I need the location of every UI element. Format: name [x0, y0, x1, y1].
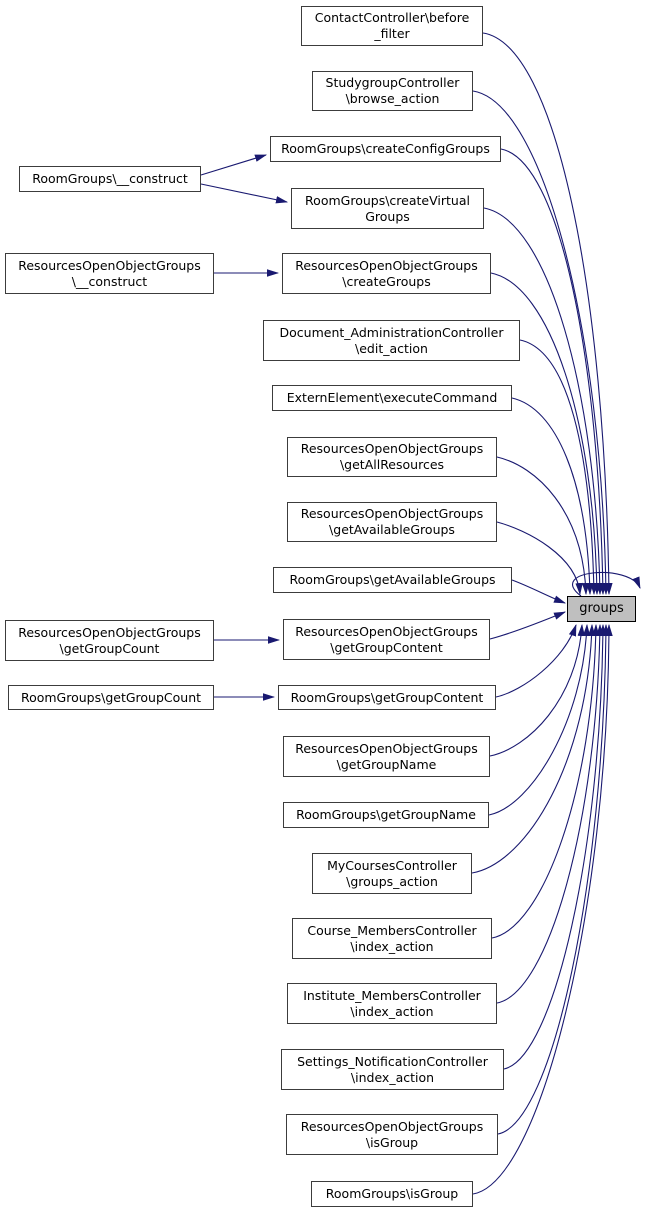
node-label-line: \browse_action — [345, 91, 440, 106]
node-rg-getGroupCount[interactable] — [8, 685, 214, 710]
node-label-line: \getAvailableGroups — [329, 522, 455, 537]
node-roog-construct[interactable] — [5, 253, 214, 294]
node-label-line: \groups_action — [346, 873, 438, 889]
node-rg-createConfigGroups[interactable] — [270, 136, 501, 162]
edge-roog-getGroupName-to-groups — [490, 625, 582, 756]
node-roog-createGroups[interactable] — [282, 253, 491, 294]
node-label-line: RoomGroups\createVirtual — [305, 192, 470, 208]
node-label-line: \getGroupName — [336, 756, 437, 772]
node-label-line: Groups — [365, 208, 410, 224]
node-label-line: \getGroupContent — [330, 639, 443, 655]
edge-rg-construct-to-rg-createVirtualGroups — [201, 184, 287, 202]
node-label-line: ResourcesOpenObjectGroups — [295, 257, 478, 273]
edge-rg-createConfigGroups-to-groups — [501, 149, 603, 594]
edge-rg-getGroupName-to-groups — [489, 625, 587, 815]
node-rg-getGroupContent[interactable] — [278, 685, 496, 710]
edge-settings-notification-index-to-groups — [504, 625, 603, 1069]
node-label-line: RoomGroups\getAvailableGroups — [289, 572, 496, 587]
node-mycourses-groups[interactable] — [312, 853, 472, 894]
node-rg-createVirtualGroups[interactable] — [291, 188, 484, 229]
node-label-line: \index_action — [350, 1069, 435, 1085]
node-label-line: \getGroupCount — [59, 640, 160, 656]
node-label-line: Course_MembersController — [307, 922, 477, 938]
edge-roog-isGroup-to-groups — [498, 625, 606, 1134]
node-label-line: RoomGroups\isGroup — [325, 1186, 459, 1201]
node-studygroup-browse[interactable] — [312, 71, 473, 111]
node-label-line: ContactController\before — [314, 10, 470, 25]
node-label-line: ResourcesOpenObjectGroups — [300, 506, 484, 521]
edge-rg-getAvailableGroups-to-groups — [512, 580, 565, 603]
node-roog-isGroup[interactable] — [286, 1114, 498, 1155]
edge-rg-isGroup-to-groups — [473, 625, 609, 1194]
node-label-line: RoomGroups\getGroupContent — [290, 689, 484, 705]
edge-institute-members-index-to-groups — [497, 625, 600, 1003]
edge-contact-before-filter-to-groups — [483, 33, 609, 594]
node-label-line: \getAllResources — [339, 457, 445, 472]
node-label-line: RoomGroups\getGroupCount — [20, 689, 202, 705]
node-rg-getGroupName[interactable] — [283, 802, 489, 828]
node-label-line: RoomGroups\createConfigGroups — [281, 141, 490, 156]
node-rg-isGroup[interactable] — [311, 1181, 473, 1207]
node-contact-before-filter[interactable] — [301, 6, 483, 46]
node-label-line: ResourcesOpenObjectGroups — [295, 740, 478, 756]
node-roog-getGroupContent[interactable] — [283, 619, 490, 660]
node-label-line: Settings_NotificationController — [297, 1053, 488, 1069]
node-institute-members-index[interactable] — [287, 983, 497, 1024]
node-label-line: ResourcesOpenObjectGroups — [18, 257, 201, 273]
node-label-line: \isGroup — [365, 1134, 419, 1150]
node-label-line: Document_AdministrationController — [279, 324, 504, 340]
node-label-line: RoomGroups\getGroupName — [296, 807, 476, 822]
edge-doc-admin-edit-to-groups — [520, 340, 594, 594]
edge-course-members-index-to-groups — [492, 625, 596, 938]
node-label-line: ResourcesOpenObjectGroups — [300, 1118, 484, 1134]
node-label-line: ResourcesOpenObjectGroups — [295, 623, 478, 639]
edge-extern-execute-to-groups — [512, 398, 590, 594]
node-label-line: \__construct — [71, 273, 148, 289]
node-roog-getGroupCount[interactable] — [5, 620, 214, 661]
edge-roog-getGroupContent-to-groups — [490, 612, 565, 639]
node-label-line: ResourcesOpenObjectGroups — [300, 441, 484, 456]
node-label-line: \index_action — [350, 1003, 434, 1019]
node-label-line: \index_action — [350, 938, 434, 954]
edge-mycourses-groups-to-groups — [472, 625, 592, 873]
node-rg-getAvailableGroups[interactable] — [273, 567, 512, 593]
node-doc-admin-edit[interactable] — [263, 320, 520, 361]
node-roog-getAllResources[interactable] — [287, 437, 497, 477]
node-roog-getAvailableGroups[interactable] — [287, 502, 497, 542]
node-label-line: ResourcesOpenObjectGroups — [18, 624, 201, 640]
node-label-line: groups — [579, 601, 624, 616]
node-label-line: _filter — [374, 26, 410, 41]
node-label-line: RoomGroups\__construct — [32, 171, 188, 186]
node-roog-getGroupName[interactable] — [283, 736, 490, 777]
node-settings-notification-index[interactable] — [281, 1049, 504, 1090]
node-label-line: MyCoursesController — [327, 857, 457, 873]
node-extern-execute[interactable] — [272, 385, 512, 411]
node-course-members-index[interactable] — [292, 918, 492, 959]
node-groups — [567, 596, 636, 622]
node-label-line: \edit_action — [355, 340, 428, 356]
node-label-line: \createGroups — [342, 273, 431, 289]
edge-rg-getGroupContent-to-groups — [496, 625, 576, 697]
node-label-line: ExternElement\executeCommand — [286, 390, 498, 405]
edge-rg-construct-to-rg-createConfigGroups — [201, 155, 266, 175]
node-rg-construct[interactable] — [19, 166, 201, 192]
node-label-line: StudygroupController — [325, 75, 460, 90]
node-label-line: Institute_MembersController — [303, 987, 481, 1003]
